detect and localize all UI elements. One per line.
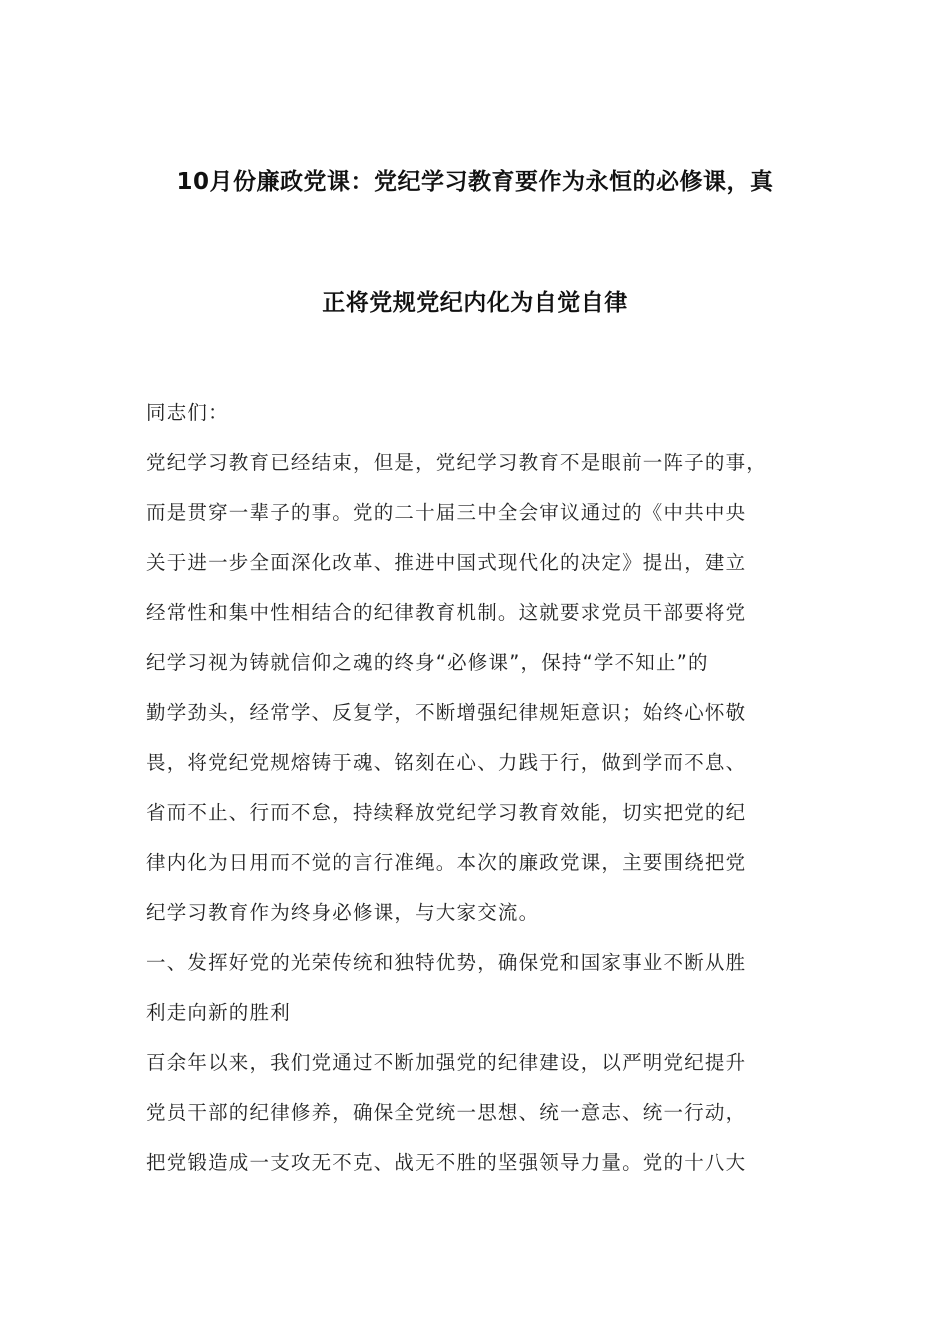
body-line: 把党锻造成一支攻无不克、战无不胜的坚强领导力量。党的十八大: [146, 1151, 747, 1174]
body-line: 勤学劲头，经常学、反复学，不断增强纪律规矩意识；始终心怀敬: [146, 701, 747, 724]
salutation: 同志们：: [146, 401, 229, 424]
body-line: 党纪学习教育已经结束，但是，党纪学习教育不是眼前一阵子的事，: [146, 451, 768, 474]
document-title-line-1: 10月份廉政党课：党纪学习教育要作为永恒的必修课，真: [176, 169, 774, 195]
body-line: 纪学习视为铸就信仰之魂的终身“必修课”，保持“学不知止”的: [146, 651, 709, 674]
body-line: 而是贯穿一辈子的事。党的二十届三中全会审议通过的《中共中央: [146, 501, 747, 524]
body-line: 畏，将党纪党规熔铸于魂、铭刻在心、力践于行，做到学而不息、: [146, 751, 747, 774]
document-title-line-2: 正将党规党纪内化为自觉自律: [322, 290, 628, 316]
body-line: 经常性和集中性相结合的纪律教育机制。这就要求党员干部要将党: [146, 601, 747, 624]
body-line: 纪学习教育作为终身必修课，与大家交流。: [146, 901, 540, 924]
section-heading: 一、发挥好党的光荣传统和独特优势，确保党和国家事业不断从胜: [146, 951, 747, 974]
section-heading: 利走向新的胜利: [146, 1001, 291, 1024]
document-body: [146, 397, 836, 1197]
body-line: 百余年以来，我们党通过不断加强党的纪律建设，以严明党纪提升: [146, 1051, 747, 1074]
body-line: 省而不止、行而不怠，持续释放党纪学习教育效能，切实把党的纪: [146, 801, 747, 824]
body-line: 律内化为日用而不觉的言行准绳。本次的廉政党课，主要围绕把党: [146, 851, 747, 874]
body-line: 关于进一步全面深化改革、推进中国式现代化的决定》提出，建立: [146, 551, 747, 574]
body-line: 党员干部的纪律修养，确保全党统一思想、统一意志、统一行动，: [146, 1101, 747, 1124]
